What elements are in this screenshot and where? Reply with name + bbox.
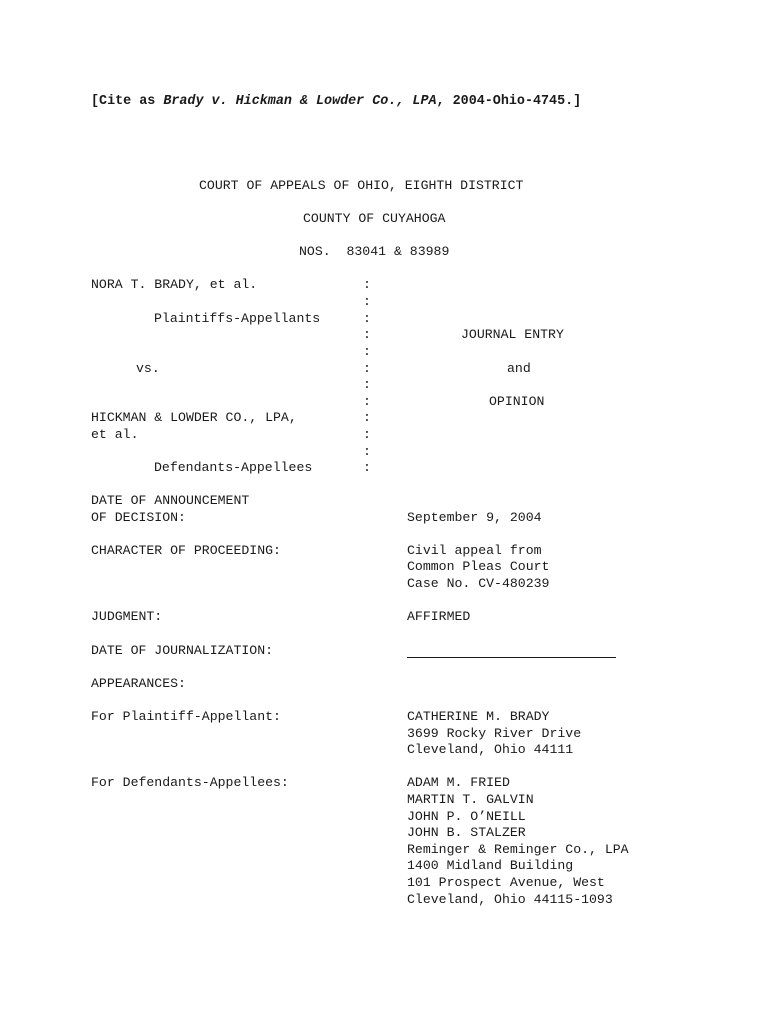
defendants-counsel-line: 1400 Midland Building	[407, 858, 574, 873]
proceeding-label: CHARACTER OF PROCEEDING:	[91, 543, 281, 558]
plaintiff-counsel-line: 3699 Rocky River Drive	[407, 726, 582, 741]
case-numbers: NOS. 83041 & 83989	[299, 244, 450, 259]
citation-line	[91, 94, 581, 111]
caption-separator: :	[363, 410, 371, 425]
proceeding-line3: Case No. CV-480239	[407, 576, 550, 591]
defendants-counsel-line: MARTIN T. GALVIN	[407, 792, 534, 807]
caption-separator: :	[363, 361, 371, 376]
defendant-role: Defendants-Appellees	[154, 460, 313, 475]
caption-separator: :	[363, 294, 371, 309]
citation-suffix: , 2004-Ohio-4745.]	[436, 94, 582, 109]
caption-separator: :	[363, 444, 371, 459]
plaintiff-counsel-line: CATHERINE M. BRADY	[407, 709, 550, 724]
defendant-name-line2: et al.	[91, 427, 139, 442]
citation-prefix: [Cite as	[91, 94, 164, 109]
caption-separator: :	[363, 277, 371, 292]
plaintiff-counsel-label: For Plaintiff-Appellant:	[91, 709, 281, 724]
court-name: COURT OF APPEALS OF OHIO, EIGHTH DISTRICT	[199, 178, 524, 193]
caption-separator: :	[363, 377, 371, 392]
defendants-counsel-line: ADAM M. FRIED	[407, 775, 510, 790]
plaintiff-counsel-line: Cleveland, Ohio 44111	[407, 742, 574, 757]
defendant-name-line1: HICKMAN & LOWDER CO., LPA,	[91, 410, 297, 425]
defendants-counsel-line: JOHN P. O’NEILL	[407, 809, 526, 824]
versus-text: vs.	[136, 361, 160, 376]
caption-separator: :	[363, 394, 371, 409]
judgment-value: AFFIRMED	[407, 609, 471, 624]
caption-separator: :	[363, 327, 371, 342]
appearances-heading: APPEARANCES:	[91, 676, 186, 691]
announcement-label-line2: OF DECISION:	[91, 510, 186, 525]
defendants-counsel-line: Reminger & Reminger Co., LPA	[407, 842, 629, 857]
announcement-date: September 9, 2004	[407, 510, 542, 525]
proceeding-line1: Civil appeal from	[407, 543, 542, 558]
opinion-title: OPINION	[489, 394, 545, 409]
citation-case-name: Brady v. Hickman & Lowder Co., LPA	[163, 94, 437, 109]
journal-entry-and: and	[507, 361, 531, 376]
defendants-counsel-line: JOHN B. STALZER	[407, 825, 526, 840]
defendants-counsel-line: Cleveland, Ohio 44115-1093	[407, 892, 613, 907]
journalization-label: DATE OF JOURNALIZATION:	[91, 643, 274, 658]
caption-separator: :	[363, 344, 371, 359]
judgment-label: JUDGMENT:	[91, 609, 163, 624]
announcement-label-line1: DATE OF ANNOUNCEMENT	[91, 493, 250, 508]
proceeding-line2: Common Pleas Court	[407, 559, 550, 574]
caption-separator: :	[363, 311, 371, 326]
journal-entry-title: JOURNAL ENTRY	[461, 327, 564, 342]
plaintiff-role: Plaintiffs-Appellants	[154, 311, 321, 326]
journalization-signature-line	[407, 657, 616, 658]
county-name: COUNTY OF CUYAHOGA	[303, 211, 446, 226]
caption-separator: :	[363, 460, 371, 475]
defendants-counsel-label: For Defendants-Appellees:	[91, 775, 289, 790]
plaintiff-name: NORA T. BRADY, et al.	[91, 277, 258, 292]
defendants-counsel-line: 101 Prospect Avenue, West	[407, 875, 605, 890]
caption-separator: :	[363, 427, 371, 442]
